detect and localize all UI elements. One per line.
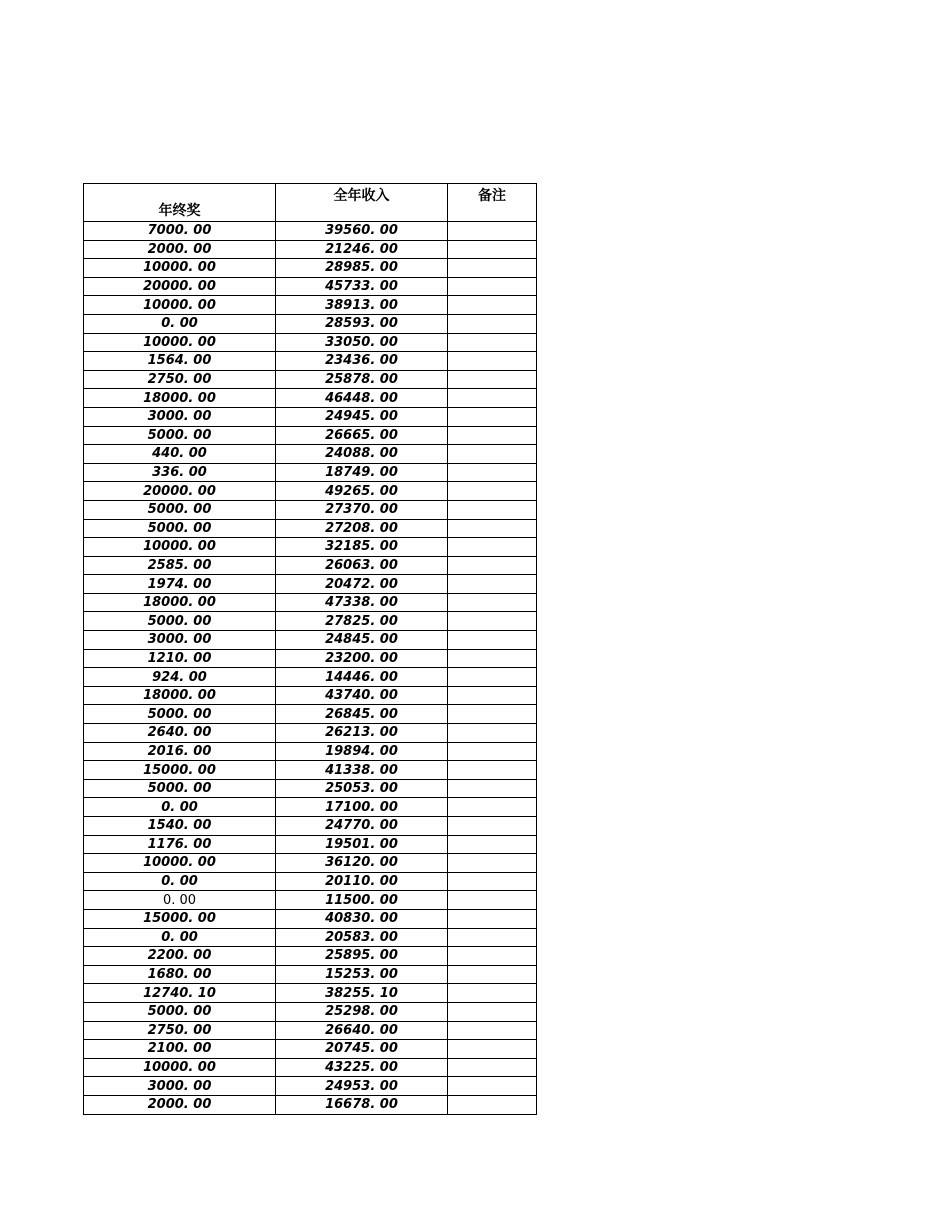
income-cell: 43225. 00	[276, 1058, 448, 1077]
header-year-end-bonus: 年终奖	[84, 184, 276, 222]
note-cell	[448, 593, 537, 612]
note-cell	[448, 482, 537, 501]
bonus-cell: 20000. 00	[84, 277, 276, 296]
bonus-cell: 7000. 00	[84, 222, 276, 241]
bonus-cell: 0. 00	[84, 314, 276, 333]
bonus-cell: 1974. 00	[84, 575, 276, 594]
bonus-cell: 5000. 00	[84, 1002, 276, 1021]
bonus-cell: 0. 00	[84, 798, 276, 817]
bonus-cell: 5000. 00	[84, 612, 276, 631]
income-cell: 26063. 00	[276, 556, 448, 575]
bonus-cell: 0. 00	[84, 928, 276, 947]
bonus-cell: 2000. 00	[84, 240, 276, 259]
table-row	[84, 798, 537, 817]
table-row	[84, 222, 537, 241]
table-row	[84, 593, 537, 612]
note-cell	[448, 891, 537, 910]
table-row	[84, 314, 537, 333]
note-cell	[448, 463, 537, 482]
bonus-income-table	[83, 183, 537, 1115]
bonus-cell: 2200. 00	[84, 947, 276, 966]
table-row	[84, 686, 537, 705]
table-row	[84, 984, 537, 1003]
bonus-cell: 2016. 00	[84, 742, 276, 761]
bonus-cell: 5000. 00	[84, 500, 276, 519]
note-cell	[448, 426, 537, 445]
bonus-cell: 1680. 00	[84, 965, 276, 984]
income-cell: 39560. 00	[276, 222, 448, 241]
income-cell: 20472. 00	[276, 575, 448, 594]
table-row	[84, 500, 537, 519]
note-cell	[448, 817, 537, 836]
note-cell	[448, 984, 537, 1003]
table-row	[84, 1058, 537, 1077]
income-cell: 46448. 00	[276, 389, 448, 408]
note-cell	[448, 556, 537, 575]
note-cell	[448, 761, 537, 780]
note-cell	[448, 259, 537, 278]
note-cell	[448, 314, 537, 333]
table-row	[84, 872, 537, 891]
note-cell	[448, 240, 537, 259]
income-cell: 11500. 00	[276, 891, 448, 910]
income-cell: 41338. 00	[276, 761, 448, 780]
note-cell	[448, 668, 537, 687]
bonus-cell: 10000. 00	[84, 538, 276, 557]
note-cell	[448, 854, 537, 873]
table-row	[84, 612, 537, 631]
header-annual-income: 全年收入	[276, 184, 448, 222]
bonus-cell: 0. 00	[84, 872, 276, 891]
bonus-cell: 5000. 00	[84, 519, 276, 538]
note-cell	[448, 1095, 537, 1114]
income-cell: 21246. 00	[276, 240, 448, 259]
note-cell	[448, 1077, 537, 1096]
income-cell: 32185. 00	[276, 538, 448, 557]
note-cell	[448, 965, 537, 984]
income-cell: 45733. 00	[276, 277, 448, 296]
income-cell: 49265. 00	[276, 482, 448, 501]
income-cell: 24945. 00	[276, 407, 448, 426]
bonus-cell: 1210. 00	[84, 649, 276, 668]
income-cell: 20583. 00	[276, 928, 448, 947]
note-cell	[448, 1002, 537, 1021]
income-cell: 23200. 00	[276, 649, 448, 668]
table-row	[84, 556, 537, 575]
bonus-cell: 2000. 00	[84, 1095, 276, 1114]
table-row	[84, 296, 537, 315]
income-cell: 24953. 00	[276, 1077, 448, 1096]
note-cell	[448, 742, 537, 761]
note-cell	[448, 909, 537, 928]
table-row	[84, 817, 537, 836]
table-row	[84, 445, 537, 464]
table-row	[84, 761, 537, 780]
bonus-cell: 0. 00	[84, 891, 276, 910]
table-row	[84, 519, 537, 538]
bonus-cell: 1176. 00	[84, 835, 276, 854]
note-cell	[448, 222, 537, 241]
header-row	[84, 184, 537, 222]
income-cell: 20745. 00	[276, 1040, 448, 1059]
income-cell: 25895. 00	[276, 947, 448, 966]
income-cell: 24845. 00	[276, 631, 448, 650]
note-cell	[448, 686, 537, 705]
table-row	[84, 575, 537, 594]
bonus-cell: 20000. 00	[84, 482, 276, 501]
bonus-cell: 2640. 00	[84, 724, 276, 743]
table-row	[84, 631, 537, 650]
note-cell	[448, 705, 537, 724]
bonus-cell: 15000. 00	[84, 761, 276, 780]
table-row	[84, 407, 537, 426]
note-cell	[448, 798, 537, 817]
note-cell	[448, 835, 537, 854]
bonus-cell: 1564. 00	[84, 352, 276, 371]
income-cell: 24770. 00	[276, 817, 448, 836]
income-cell: 25878. 00	[276, 370, 448, 389]
bonus-cell: 18000. 00	[84, 686, 276, 705]
header-remarks: 备注	[448, 184, 537, 222]
bonus-cell: 10000. 00	[84, 333, 276, 352]
bonus-cell: 336. 00	[84, 463, 276, 482]
note-cell	[448, 649, 537, 668]
table-row	[84, 965, 537, 984]
table-row	[84, 742, 537, 761]
note-cell	[448, 538, 537, 557]
bonus-cell: 10000. 00	[84, 1058, 276, 1077]
income-cell: 15253. 00	[276, 965, 448, 984]
income-cell: 33050. 00	[276, 333, 448, 352]
income-cell: 43740. 00	[276, 686, 448, 705]
note-cell	[448, 519, 537, 538]
note-cell	[448, 947, 537, 966]
note-cell	[448, 407, 537, 426]
table-row	[84, 928, 537, 947]
bonus-cell: 3000. 00	[84, 1077, 276, 1096]
income-cell: 38255. 10	[276, 984, 448, 1003]
table-row	[84, 333, 537, 352]
table-row	[84, 947, 537, 966]
bonus-cell: 3000. 00	[84, 407, 276, 426]
note-cell	[448, 352, 537, 371]
bonus-cell: 10000. 00	[84, 854, 276, 873]
table-row	[84, 1002, 537, 1021]
income-cell: 23436. 00	[276, 352, 448, 371]
table-row	[84, 259, 537, 278]
bonus-cell: 5000. 00	[84, 426, 276, 445]
table-row	[84, 854, 537, 873]
note-cell	[448, 575, 537, 594]
note-cell	[448, 612, 537, 631]
income-cell: 40830. 00	[276, 909, 448, 928]
note-cell	[448, 370, 537, 389]
income-cell: 18749. 00	[276, 463, 448, 482]
note-cell	[448, 445, 537, 464]
bonus-cell: 1540. 00	[84, 817, 276, 836]
table-row	[84, 835, 537, 854]
income-cell: 26845. 00	[276, 705, 448, 724]
table-row	[84, 1040, 537, 1059]
income-cell: 36120. 00	[276, 854, 448, 873]
note-cell	[448, 1040, 537, 1059]
bonus-cell: 18000. 00	[84, 389, 276, 408]
note-cell	[448, 389, 537, 408]
table-row	[84, 463, 537, 482]
table-row	[84, 668, 537, 687]
table-row	[84, 482, 537, 501]
bonus-cell: 924. 00	[84, 668, 276, 687]
bonus-cell: 2585. 00	[84, 556, 276, 575]
bonus-cell: 2100. 00	[84, 1040, 276, 1059]
income-cell: 27370. 00	[276, 500, 448, 519]
note-cell	[448, 1058, 537, 1077]
bonus-cell: 440. 00	[84, 445, 276, 464]
table-row	[84, 1077, 537, 1096]
table-row	[84, 352, 537, 371]
note-cell	[448, 724, 537, 743]
bonus-cell: 3000. 00	[84, 631, 276, 650]
bonus-cell: 5000. 00	[84, 705, 276, 724]
table-row	[84, 909, 537, 928]
note-cell	[448, 779, 537, 798]
income-cell: 20110. 00	[276, 872, 448, 891]
table-row	[84, 891, 537, 910]
note-cell	[448, 296, 537, 315]
note-cell	[448, 1021, 537, 1040]
note-cell	[448, 872, 537, 891]
bonus-cell: 2750. 00	[84, 370, 276, 389]
income-cell: 28985. 00	[276, 259, 448, 278]
table-row	[84, 705, 537, 724]
table-row	[84, 649, 537, 668]
income-cell: 24088. 00	[276, 445, 448, 464]
bonus-cell: 18000. 00	[84, 593, 276, 612]
bonus-cell: 15000. 00	[84, 909, 276, 928]
note-cell	[448, 333, 537, 352]
note-cell	[448, 277, 537, 296]
income-cell: 25298. 00	[276, 1002, 448, 1021]
table-row	[84, 538, 537, 557]
income-cell: 19894. 00	[276, 742, 448, 761]
income-cell: 16678. 00	[276, 1095, 448, 1114]
income-cell: 27208. 00	[276, 519, 448, 538]
bonus-cell: 12740. 10	[84, 984, 276, 1003]
table-row	[84, 370, 537, 389]
table-row	[84, 779, 537, 798]
note-cell	[448, 500, 537, 519]
note-cell	[448, 928, 537, 947]
income-cell: 47338. 00	[276, 593, 448, 612]
income-cell: 17100. 00	[276, 798, 448, 817]
table-row	[84, 724, 537, 743]
table-row	[84, 1095, 537, 1114]
table-body	[84, 222, 537, 1115]
bonus-cell: 10000. 00	[84, 259, 276, 278]
bonus-cell: 5000. 00	[84, 779, 276, 798]
bonus-cell: 2750. 00	[84, 1021, 276, 1040]
income-cell: 14446. 00	[276, 668, 448, 687]
income-cell: 26213. 00	[276, 724, 448, 743]
table-row	[84, 1021, 537, 1040]
income-cell: 26665. 00	[276, 426, 448, 445]
income-cell: 19501. 00	[276, 835, 448, 854]
income-cell: 27825. 00	[276, 612, 448, 631]
table-row	[84, 240, 537, 259]
table-row	[84, 426, 537, 445]
income-cell: 25053. 00	[276, 779, 448, 798]
table-row	[84, 389, 537, 408]
bonus-cell: 10000. 00	[84, 296, 276, 315]
income-cell: 26640. 00	[276, 1021, 448, 1040]
income-cell: 28593. 00	[276, 314, 448, 333]
income-cell: 38913. 00	[276, 296, 448, 315]
note-cell	[448, 631, 537, 650]
table-row	[84, 277, 537, 296]
